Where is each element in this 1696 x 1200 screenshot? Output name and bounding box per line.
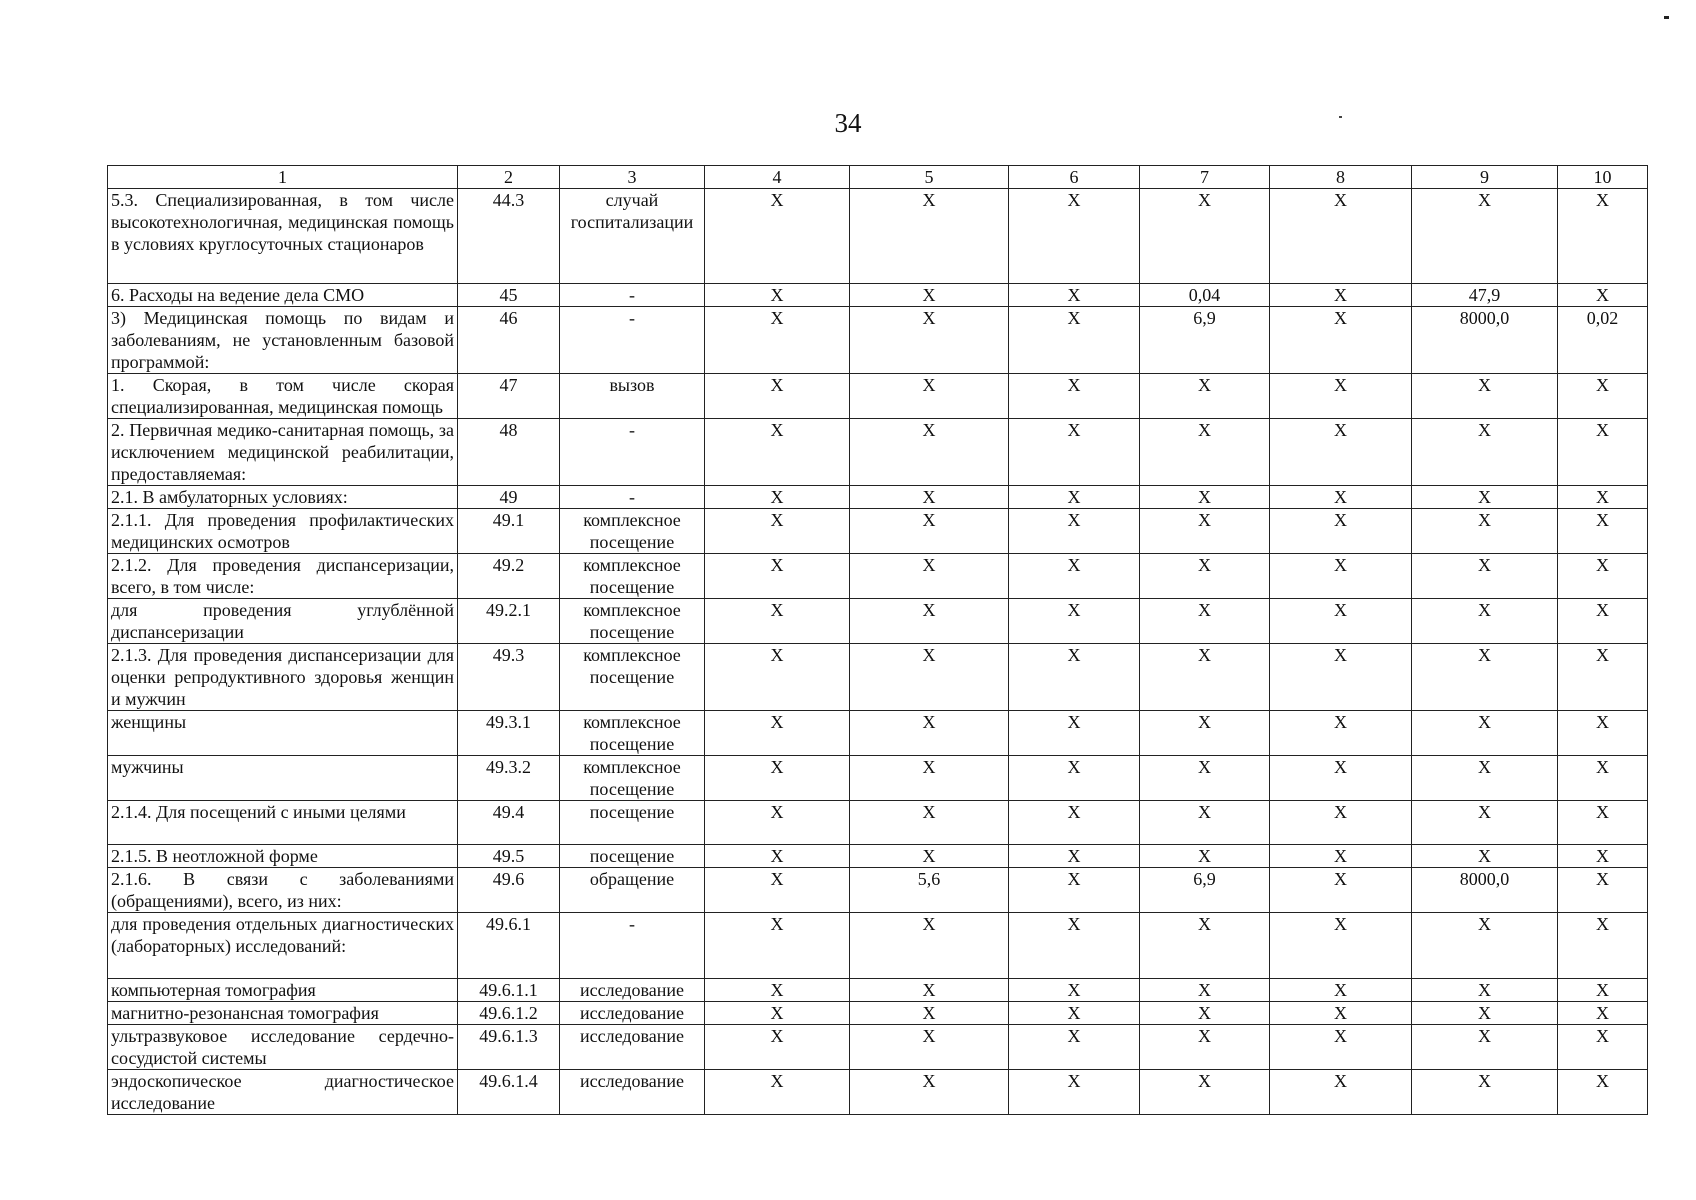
row-value: X xyxy=(1009,644,1140,711)
row-value: X xyxy=(705,756,850,801)
row-value: X xyxy=(1558,979,1648,1002)
row-value: X xyxy=(1270,486,1412,509)
row-value: X xyxy=(850,599,1009,644)
row-value: X xyxy=(1009,419,1140,486)
row-value: X xyxy=(1270,756,1412,801)
row-value: X xyxy=(705,801,850,845)
row-value: X xyxy=(1270,868,1412,913)
row-unit: обращение xyxy=(560,868,705,913)
row-value: X xyxy=(850,1002,1009,1025)
row-value: X xyxy=(1140,599,1270,644)
row-name: 2.1.6. В связи с заболеваниями (обращениями), всего, из них: xyxy=(108,868,458,913)
row-value: X xyxy=(850,644,1009,711)
row-value: X xyxy=(1009,554,1140,599)
row-value: X xyxy=(705,554,850,599)
table-row xyxy=(108,644,1648,711)
data-table xyxy=(107,165,1648,1115)
row-value: X xyxy=(705,599,850,644)
row-code: 49.5 xyxy=(458,845,560,868)
row-value: X xyxy=(1270,419,1412,486)
row-value: X xyxy=(1558,1002,1648,1025)
row-value: X xyxy=(1140,1002,1270,1025)
row-value: X xyxy=(1270,1070,1412,1115)
table-row xyxy=(108,756,1648,801)
row-value: X xyxy=(1412,644,1558,711)
row-value: X xyxy=(705,1025,850,1070)
row-name: мужчины xyxy=(108,756,458,801)
table-row xyxy=(108,801,1648,845)
row-name: для проведения отдельных диагностических (лабораторных) исследований: xyxy=(108,913,458,979)
row-value: X xyxy=(1412,599,1558,644)
row-value: X xyxy=(1009,1002,1140,1025)
row-value: X xyxy=(850,419,1009,486)
row-value: X xyxy=(1009,284,1140,307)
table-row xyxy=(108,374,1648,419)
row-value: X xyxy=(1558,868,1648,913)
row-value: X xyxy=(1558,644,1648,711)
row-value: X xyxy=(705,979,850,1002)
row-value: X xyxy=(1558,554,1648,599)
row-value: X xyxy=(1009,801,1140,845)
row-value: X xyxy=(1558,845,1648,868)
row-code: 48 xyxy=(458,419,560,486)
row-code: 44.3 xyxy=(458,189,560,284)
row-value: X xyxy=(1412,509,1558,554)
row-value: X xyxy=(1270,711,1412,756)
row-value: 0,02 xyxy=(1558,307,1648,374)
column-number: 2 xyxy=(458,166,560,189)
row-value: X xyxy=(1270,374,1412,419)
row-value: X xyxy=(850,756,1009,801)
table-row xyxy=(108,599,1648,644)
row-name: компьютерная томография xyxy=(108,979,458,1002)
row-name: 2.1.4. Для посещений с иными целями xyxy=(108,801,458,845)
table-row xyxy=(108,845,1648,868)
row-value: X xyxy=(1140,1070,1270,1115)
row-value: X xyxy=(1140,1025,1270,1070)
row-value: X xyxy=(705,1070,850,1115)
row-value: X xyxy=(850,979,1009,1002)
row-value: X xyxy=(1009,307,1140,374)
row-value: 8000,0 xyxy=(1412,868,1558,913)
row-name: 2. Первичная медико-санитарная помощь, за исключением медицинской реабилитации, предоставляемая: xyxy=(108,419,458,486)
row-unit: исследование xyxy=(560,979,705,1002)
row-name: 6. Расходы на ведение дела СМО xyxy=(108,284,458,307)
row-value: X xyxy=(705,509,850,554)
row-value: X xyxy=(1140,756,1270,801)
row-value: X xyxy=(1009,913,1140,979)
row-unit: посещение xyxy=(560,845,705,868)
row-value: X xyxy=(1558,711,1648,756)
row-code: 49.4 xyxy=(458,801,560,845)
row-value: X xyxy=(850,1070,1009,1115)
row-value: X xyxy=(850,374,1009,419)
row-code: 49.1 xyxy=(458,509,560,554)
row-value: X xyxy=(1140,644,1270,711)
row-value: X xyxy=(1558,756,1648,801)
row-value: X xyxy=(705,913,850,979)
row-unit: комплексное посещение xyxy=(560,509,705,554)
row-value: X xyxy=(1412,845,1558,868)
row-value: X xyxy=(705,486,850,509)
row-value: X xyxy=(1558,284,1648,307)
row-code: 49.6.1.4 xyxy=(458,1070,560,1115)
row-name: 2.1.1. Для проведения профилактических медицинских осмотров xyxy=(108,509,458,554)
row-value: X xyxy=(1270,644,1412,711)
row-unit: комплексное посещение xyxy=(560,711,705,756)
row-value: X xyxy=(1270,307,1412,374)
column-number: 7 xyxy=(1140,166,1270,189)
row-name: 2.1.5. В неотложной форме xyxy=(108,845,458,868)
row-value: X xyxy=(1558,189,1648,284)
row-value: X xyxy=(1270,1025,1412,1070)
row-value: X xyxy=(850,189,1009,284)
row-value: X xyxy=(705,189,850,284)
row-value: X xyxy=(1412,1002,1558,1025)
column-number: 10 xyxy=(1558,166,1648,189)
row-value: X xyxy=(1009,979,1140,1002)
scan-speck xyxy=(1664,16,1669,19)
row-value: X xyxy=(1140,845,1270,868)
column-number: 4 xyxy=(705,166,850,189)
row-code: 47 xyxy=(458,374,560,419)
row-value: 47,9 xyxy=(1412,284,1558,307)
row-name: женщины xyxy=(108,711,458,756)
row-value: X xyxy=(1009,509,1140,554)
row-value: X xyxy=(1270,845,1412,868)
row-value: X xyxy=(1270,284,1412,307)
row-value: X xyxy=(1270,554,1412,599)
column-number: 9 xyxy=(1412,166,1558,189)
table-row xyxy=(108,913,1648,979)
row-value: X xyxy=(1009,189,1140,284)
row-unit: вызов xyxy=(560,374,705,419)
row-value: X xyxy=(1009,1025,1140,1070)
row-name: для проведения углублённой диспансеризации xyxy=(108,599,458,644)
row-value: X xyxy=(1009,374,1140,419)
row-value: X xyxy=(1140,189,1270,284)
row-unit: комплексное посещение xyxy=(560,554,705,599)
row-value: X xyxy=(1009,599,1140,644)
row-value: X xyxy=(1140,711,1270,756)
row-value: 8000,0 xyxy=(1412,307,1558,374)
row-value: X xyxy=(1270,913,1412,979)
table-row xyxy=(108,284,1648,307)
row-name: 3) Медицинская помощь по видам и заболеваниям, не установленным базовой программой: xyxy=(108,307,458,374)
scan-speck xyxy=(1339,116,1342,118)
row-value: X xyxy=(1270,801,1412,845)
row-value: X xyxy=(850,711,1009,756)
row-name: эндоскопическое диагностическое исследование xyxy=(108,1070,458,1115)
row-value: X xyxy=(1412,711,1558,756)
row-name: магнитно-резонансная томография xyxy=(108,1002,458,1025)
row-value: 6,9 xyxy=(1140,868,1270,913)
row-value: X xyxy=(850,554,1009,599)
row-unit: - xyxy=(560,284,705,307)
row-value: X xyxy=(850,284,1009,307)
row-value: X xyxy=(1140,554,1270,599)
row-value: X xyxy=(1009,711,1140,756)
row-value: X xyxy=(705,711,850,756)
table-row xyxy=(108,1070,1648,1115)
row-value: 5,6 xyxy=(850,868,1009,913)
row-value: X xyxy=(850,1025,1009,1070)
table-row xyxy=(108,307,1648,374)
table-row xyxy=(108,554,1648,599)
row-value: X xyxy=(850,509,1009,554)
row-unit: - xyxy=(560,419,705,486)
table-row xyxy=(108,1025,1648,1070)
row-unit: - xyxy=(560,307,705,374)
table-row xyxy=(108,486,1648,509)
row-value: X xyxy=(1140,374,1270,419)
column-number-row xyxy=(108,166,1648,189)
row-value: X xyxy=(1140,979,1270,1002)
row-value: X xyxy=(705,644,850,711)
row-value: X xyxy=(1412,486,1558,509)
row-value: X xyxy=(1412,756,1558,801)
row-value: X xyxy=(1558,419,1648,486)
row-value: X xyxy=(1140,486,1270,509)
row-value: X xyxy=(1558,913,1648,979)
row-code: 46 xyxy=(458,307,560,374)
row-code: 49.3.1 xyxy=(458,711,560,756)
row-value: 0,04 xyxy=(1140,284,1270,307)
row-unit: исследование xyxy=(560,1002,705,1025)
row-code: 49.6.1.3 xyxy=(458,1025,560,1070)
row-value: X xyxy=(1558,1025,1648,1070)
row-value: X xyxy=(705,307,850,374)
row-value: X xyxy=(1270,509,1412,554)
row-code: 49.6 xyxy=(458,868,560,913)
row-value: X xyxy=(1412,801,1558,845)
row-unit: посещение xyxy=(560,801,705,845)
row-unit: - xyxy=(560,486,705,509)
column-number: 1 xyxy=(108,166,458,189)
table-row xyxy=(108,1002,1648,1025)
row-value: X xyxy=(705,845,850,868)
table-row xyxy=(108,189,1648,284)
row-value: X xyxy=(1558,1070,1648,1115)
row-value: X xyxy=(1009,868,1140,913)
row-value: X xyxy=(1412,1070,1558,1115)
row-value: X xyxy=(705,284,850,307)
row-value: X xyxy=(1270,599,1412,644)
column-number: 5 xyxy=(850,166,1009,189)
row-value: X xyxy=(1412,1025,1558,1070)
row-code: 49.6.1 xyxy=(458,913,560,979)
row-name: 2.1.2. Для проведения диспансеризации, всего, в том числе: xyxy=(108,554,458,599)
row-value: X xyxy=(1140,913,1270,979)
row-value: X xyxy=(1412,374,1558,419)
row-value: X xyxy=(1558,599,1648,644)
row-value: X xyxy=(705,374,850,419)
column-number: 8 xyxy=(1270,166,1412,189)
row-unit: комплексное посещение xyxy=(560,599,705,644)
row-value: X xyxy=(1412,189,1558,284)
row-value: X xyxy=(1140,509,1270,554)
row-value: X xyxy=(850,913,1009,979)
table-row xyxy=(108,711,1648,756)
row-value: X xyxy=(705,419,850,486)
row-name: ультразвуковое исследование сердечно-сосудистой системы xyxy=(108,1025,458,1070)
row-value: X xyxy=(1412,913,1558,979)
table-row xyxy=(108,509,1648,554)
row-value: X xyxy=(1270,979,1412,1002)
row-unit: случай госпитализации xyxy=(560,189,705,284)
row-value: X xyxy=(1009,845,1140,868)
row-value: X xyxy=(850,486,1009,509)
row-value: X xyxy=(850,307,1009,374)
row-unit: комплексное посещение xyxy=(560,644,705,711)
row-unit: исследование xyxy=(560,1070,705,1115)
row-value: X xyxy=(1009,486,1140,509)
row-value: 6,9 xyxy=(1140,307,1270,374)
row-value: X xyxy=(1558,374,1648,419)
row-code: 49.2.1 xyxy=(458,599,560,644)
row-name: 2.1.3. Для проведения диспансеризации для оценки репродуктивного здоровья женщин и мужчин xyxy=(108,644,458,711)
row-unit: - xyxy=(560,913,705,979)
row-value: X xyxy=(1412,419,1558,486)
row-value: X xyxy=(705,868,850,913)
row-name: 5.3. Специализированная, в том числе высокотехнологичная, медицинская помощь в условиях круглосуточных стационаров xyxy=(108,189,458,284)
row-value: X xyxy=(705,1002,850,1025)
row-value: X xyxy=(1009,1070,1140,1115)
row-value: X xyxy=(1270,189,1412,284)
row-code: 49.3 xyxy=(458,644,560,711)
row-value: X xyxy=(1009,756,1140,801)
row-value: X xyxy=(1558,509,1648,554)
row-code: 49.3.2 xyxy=(458,756,560,801)
row-value: X xyxy=(1558,486,1648,509)
table-row xyxy=(108,979,1648,1002)
row-name: 1. Скорая, в том числе скорая специализированная, медицинская помощь xyxy=(108,374,458,419)
row-unit: комплексное посещение xyxy=(560,756,705,801)
row-value: X xyxy=(1140,801,1270,845)
row-code: 49 xyxy=(458,486,560,509)
table-row xyxy=(108,419,1648,486)
row-value: X xyxy=(1412,979,1558,1002)
row-value: X xyxy=(850,845,1009,868)
row-code: 45 xyxy=(458,284,560,307)
row-code: 49.2 xyxy=(458,554,560,599)
row-value: X xyxy=(1140,419,1270,486)
row-code: 49.6.1.2 xyxy=(458,1002,560,1025)
column-number: 6 xyxy=(1009,166,1140,189)
row-value: X xyxy=(1558,801,1648,845)
row-name: 2.1. В амбулаторных условиях: xyxy=(108,486,458,509)
row-value: X xyxy=(1270,1002,1412,1025)
page-number: 34 xyxy=(834,108,862,138)
table-row xyxy=(108,868,1648,913)
column-number: 3 xyxy=(560,166,705,189)
row-value: X xyxy=(850,801,1009,845)
row-unit: исследование xyxy=(560,1025,705,1070)
row-value: X xyxy=(1412,554,1558,599)
row-code: 49.6.1.1 xyxy=(458,979,560,1002)
